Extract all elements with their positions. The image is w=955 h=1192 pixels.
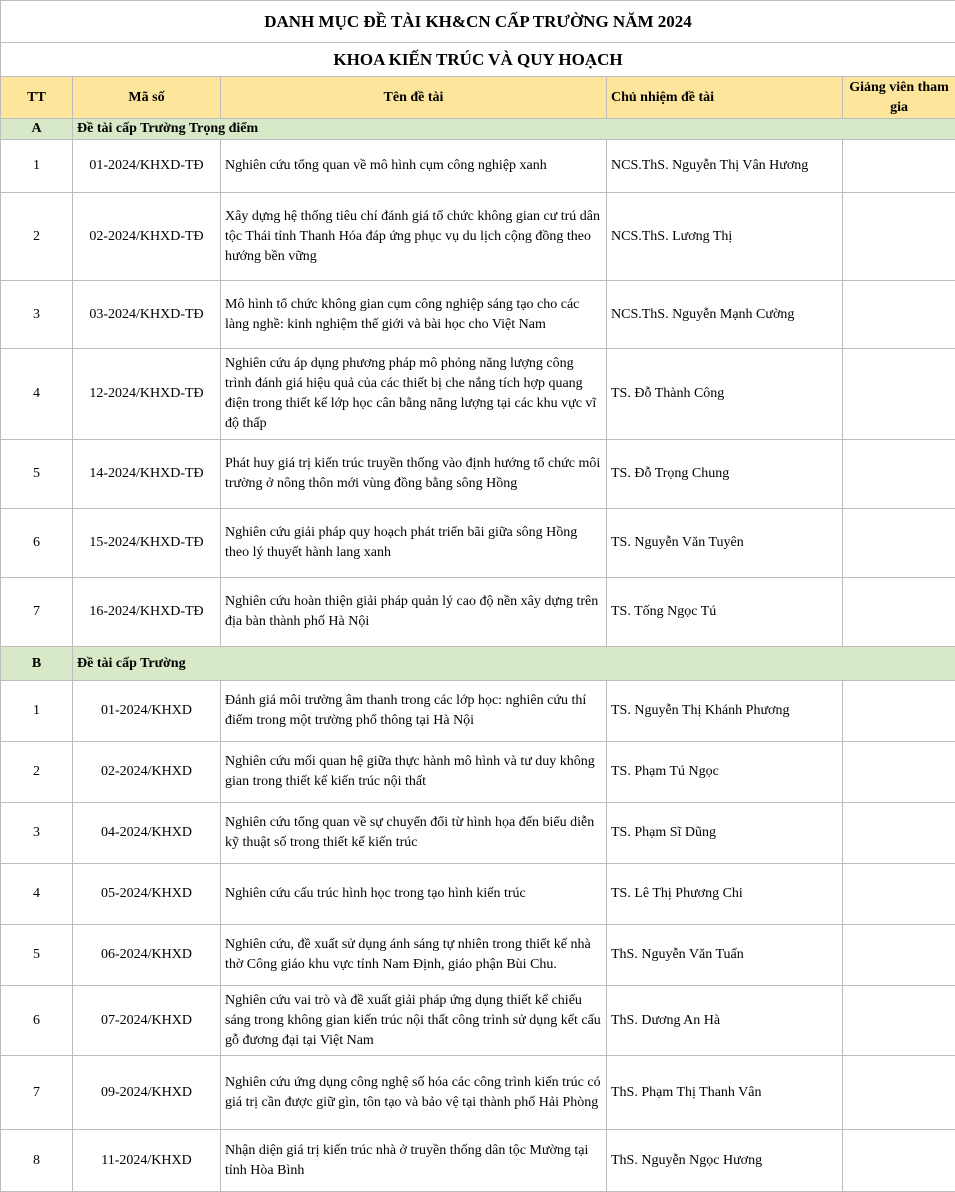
table-row bbox=[1, 1056, 955, 1130]
cell-tt: 7 bbox=[1, 578, 73, 647]
cell-giang-vien bbox=[843, 986, 955, 1056]
cell-giang-vien bbox=[843, 681, 955, 742]
cell-ten-de-tai: Nghiên cứu vai trò và đề xuất giải pháp ứng dụng thiết kế chiếu sáng trong không gian kiến trúc nội thất công trình sử dụng kết cấu gỗ đương đại tại Việt Nam bbox=[221, 986, 607, 1056]
cell-ten-de-tai: Nhận diện giá trị kiến trúc nhà ở truyền thống dân tộc Mường tại tỉnh Hòa Bình bbox=[221, 1130, 607, 1192]
cell-chu-nhiem: TS. Đỗ Trọng Chung bbox=[607, 440, 843, 509]
cell-ma-so: 09-2024/KHXD bbox=[73, 1056, 221, 1130]
cell-ten-de-tai: Nghiên cứu hoàn thiện giải pháp quản lý cao độ nền xây dựng trên địa bàn thành phố Hà Nội bbox=[221, 578, 607, 647]
cell-tt: 8 bbox=[1, 1130, 73, 1192]
cell-ma-so: 16-2024/KHXD-TĐ bbox=[73, 578, 221, 647]
cell-giang-vien bbox=[843, 1130, 955, 1192]
cell-ten-de-tai: Nghiên cứu giải pháp quy hoạch phát triển bãi giữa sông Hồng theo lý thuyết hành lang xanh bbox=[221, 509, 607, 578]
table-row bbox=[1, 803, 955, 864]
cell-ma-so: 12-2024/KHXD-TĐ bbox=[73, 349, 221, 440]
cell-giang-vien bbox=[843, 140, 955, 193]
cell-ten-de-tai: Phát huy giá trị kiến trúc truyền thống vào định hướng tổ chức môi trường ở nông thôn mới vùng đồng bằng sông Hồng bbox=[221, 440, 607, 509]
cell-ten-de-tai: Nghiên cứu ứng dụng công nghệ số hóa các công trình kiến trúc có giá trị cần được giữ gìn, tôn tạo và bảo vệ tại thành phố Hải Phòng bbox=[221, 1056, 607, 1130]
cell-tt: 6 bbox=[1, 986, 73, 1056]
table-row bbox=[1, 742, 955, 803]
section-row bbox=[1, 647, 955, 681]
cell-ten-de-tai: Nghiên cứu áp dụng phương pháp mô phỏng năng lượng công trình đánh giá hiệu quả của các thiết bị che nắng tích hợp quang điện trong thiết kế lớp học cân bằng năng lượng tại các khu vực vĩ độ thấp bbox=[221, 349, 607, 440]
cell-tt: 2 bbox=[1, 193, 73, 281]
section-code: B bbox=[1, 647, 73, 681]
cell-chu-nhiem: TS. Phạm Sĩ Dũng bbox=[607, 803, 843, 864]
table-row bbox=[1, 140, 955, 193]
cell-chu-nhiem: ThS. Nguyễn Ngọc Hương bbox=[607, 1130, 843, 1192]
cell-chu-nhiem: TS. Tống Ngọc Tú bbox=[607, 578, 843, 647]
title-row bbox=[1, 1, 955, 43]
cell-chu-nhiem: TS. Lê Thị Phương Chi bbox=[607, 864, 843, 925]
cell-chu-nhiem: ThS. Dương An Hà bbox=[607, 986, 843, 1056]
cell-giang-vien bbox=[843, 1056, 955, 1130]
cell-giang-vien bbox=[843, 509, 955, 578]
table-row bbox=[1, 578, 955, 647]
table-row bbox=[1, 349, 955, 440]
section-label: Đề tài cấp Trường bbox=[73, 647, 955, 681]
cell-giang-vien bbox=[843, 742, 955, 803]
cell-tt: 5 bbox=[1, 440, 73, 509]
table-row bbox=[1, 925, 955, 986]
section-label: Đề tài cấp Trường Trọng điểm bbox=[73, 119, 955, 140]
page-subtitle: KHOA KIẾN TRÚC VÀ QUY HOẠCH bbox=[1, 43, 955, 77]
table-row bbox=[1, 986, 955, 1056]
cell-tt: 3 bbox=[1, 803, 73, 864]
header-tt: TT bbox=[1, 77, 73, 119]
cell-ten-de-tai: Nghiên cứu mối quan hệ giữa thực hành mô hình và tư duy không gian trong thiết kế kiến trúc nội thất bbox=[221, 742, 607, 803]
header-ma-so: Mã số bbox=[73, 77, 221, 119]
cell-chu-nhiem: TS. Nguyễn Thị Khánh Phương bbox=[607, 681, 843, 742]
cell-ma-so: 02-2024/KHXD bbox=[73, 742, 221, 803]
section-code: A bbox=[1, 119, 73, 140]
cell-tt: 6 bbox=[1, 509, 73, 578]
table-row bbox=[1, 193, 955, 281]
table-row bbox=[1, 509, 955, 578]
table-row bbox=[1, 1130, 955, 1192]
header-ten-de-tai: Tên đề tài bbox=[221, 77, 607, 119]
cell-ma-so: 05-2024/KHXD bbox=[73, 864, 221, 925]
cell-chu-nhiem: ThS. Nguyễn Văn Tuấn bbox=[607, 925, 843, 986]
cell-giang-vien bbox=[843, 281, 955, 349]
table-row bbox=[1, 681, 955, 742]
cell-ten-de-tai: Nghiên cứu tổng quan về sự chuyển đổi từ hình họa đến biểu diễn kỹ thuật số trong thiết kế kiến trúc bbox=[221, 803, 607, 864]
cell-tt: 4 bbox=[1, 864, 73, 925]
cell-ma-so: 11-2024/KHXD bbox=[73, 1130, 221, 1192]
cell-tt: 1 bbox=[1, 681, 73, 742]
header-chu-nhiem: Chủ nhiệm đề tài bbox=[607, 77, 843, 119]
cell-ma-so: 01-2024/KHXD-TĐ bbox=[73, 140, 221, 193]
cell-ten-de-tai: Đánh giá môi trường âm thanh trong các lớp học: nghiên cứu thí điểm trong một trường phổ thông tại Hà Nội bbox=[221, 681, 607, 742]
cell-chu-nhiem: TS. Phạm Tú Ngọc bbox=[607, 742, 843, 803]
cell-ma-so: 14-2024/KHXD-TĐ bbox=[73, 440, 221, 509]
cell-chu-nhiem: TS. Đỗ Thành Công bbox=[607, 349, 843, 440]
cell-ten-de-tai: Nghiên cứu, đề xuất sử dụng ánh sáng tự nhiên trong thiết kế nhà thờ Công giáo khu vực tỉnh Nam Định, giáo phận Bùi Chu. bbox=[221, 925, 607, 986]
cell-chu-nhiem: NCS.ThS. Lương Thị bbox=[607, 193, 843, 281]
table-row bbox=[1, 281, 955, 349]
header-giang-vien: Giảng viên tham gia bbox=[843, 77, 955, 119]
cell-chu-nhiem: NCS.ThS. Nguyễn Thị Vân Hương bbox=[607, 140, 843, 193]
cell-ma-so: 02-2024/KHXD-TĐ bbox=[73, 193, 221, 281]
page-title: DANH MỤC ĐỀ TÀI KH&CN CẤP TRƯỜNG NĂM 2024 bbox=[1, 1, 955, 43]
cell-tt: 4 bbox=[1, 349, 73, 440]
cell-tt: 5 bbox=[1, 925, 73, 986]
cell-tt: 7 bbox=[1, 1056, 73, 1130]
cell-giang-vien bbox=[843, 193, 955, 281]
cell-ten-de-tai: Nghiên cứu cấu trúc hình học trong tạo hình kiến trúc bbox=[221, 864, 607, 925]
cell-giang-vien bbox=[843, 349, 955, 440]
cell-chu-nhiem: TS. Nguyễn Văn Tuyên bbox=[607, 509, 843, 578]
cell-giang-vien bbox=[843, 578, 955, 647]
cell-tt: 1 bbox=[1, 140, 73, 193]
cell-ma-so: 04-2024/KHXD bbox=[73, 803, 221, 864]
cell-ma-so: 03-2024/KHXD-TĐ bbox=[73, 281, 221, 349]
subtitle-row bbox=[1, 43, 955, 77]
cell-giang-vien bbox=[843, 925, 955, 986]
header-row bbox=[1, 77, 955, 119]
cell-giang-vien bbox=[843, 864, 955, 925]
cell-chu-nhiem: NCS.ThS. Nguyễn Mạnh Cường bbox=[607, 281, 843, 349]
cell-ma-so: 01-2024/KHXD bbox=[73, 681, 221, 742]
table-row bbox=[1, 440, 955, 509]
cell-tt: 3 bbox=[1, 281, 73, 349]
table-row bbox=[1, 864, 955, 925]
cell-chu-nhiem: ThS. Phạm Thị Thanh Vân bbox=[607, 1056, 843, 1130]
cell-ten-de-tai: Nghiên cứu tổng quan về mô hình cụm công nghiệp xanh bbox=[221, 140, 607, 193]
cell-ma-so: 07-2024/KHXD bbox=[73, 986, 221, 1056]
section-row bbox=[1, 119, 955, 140]
cell-giang-vien bbox=[843, 440, 955, 509]
cell-ten-de-tai: Xây dựng hệ thống tiêu chí đánh giá tổ chức không gian cư trú dân tộc Thái tỉnh Thanh Hóa đáp ứng phục vụ du lịch cộng đồng theo hướng bền vững bbox=[221, 193, 607, 281]
cell-ma-so: 15-2024/KHXD-TĐ bbox=[73, 509, 221, 578]
cell-giang-vien bbox=[843, 803, 955, 864]
cell-ma-so: 06-2024/KHXD bbox=[73, 925, 221, 986]
cell-ten-de-tai: Mô hình tổ chức không gian cụm công nghiệp sáng tạo cho các làng nghề: kinh nghiệm thế giới và bài học cho Việt Nam bbox=[221, 281, 607, 349]
cell-tt: 2 bbox=[1, 742, 73, 803]
